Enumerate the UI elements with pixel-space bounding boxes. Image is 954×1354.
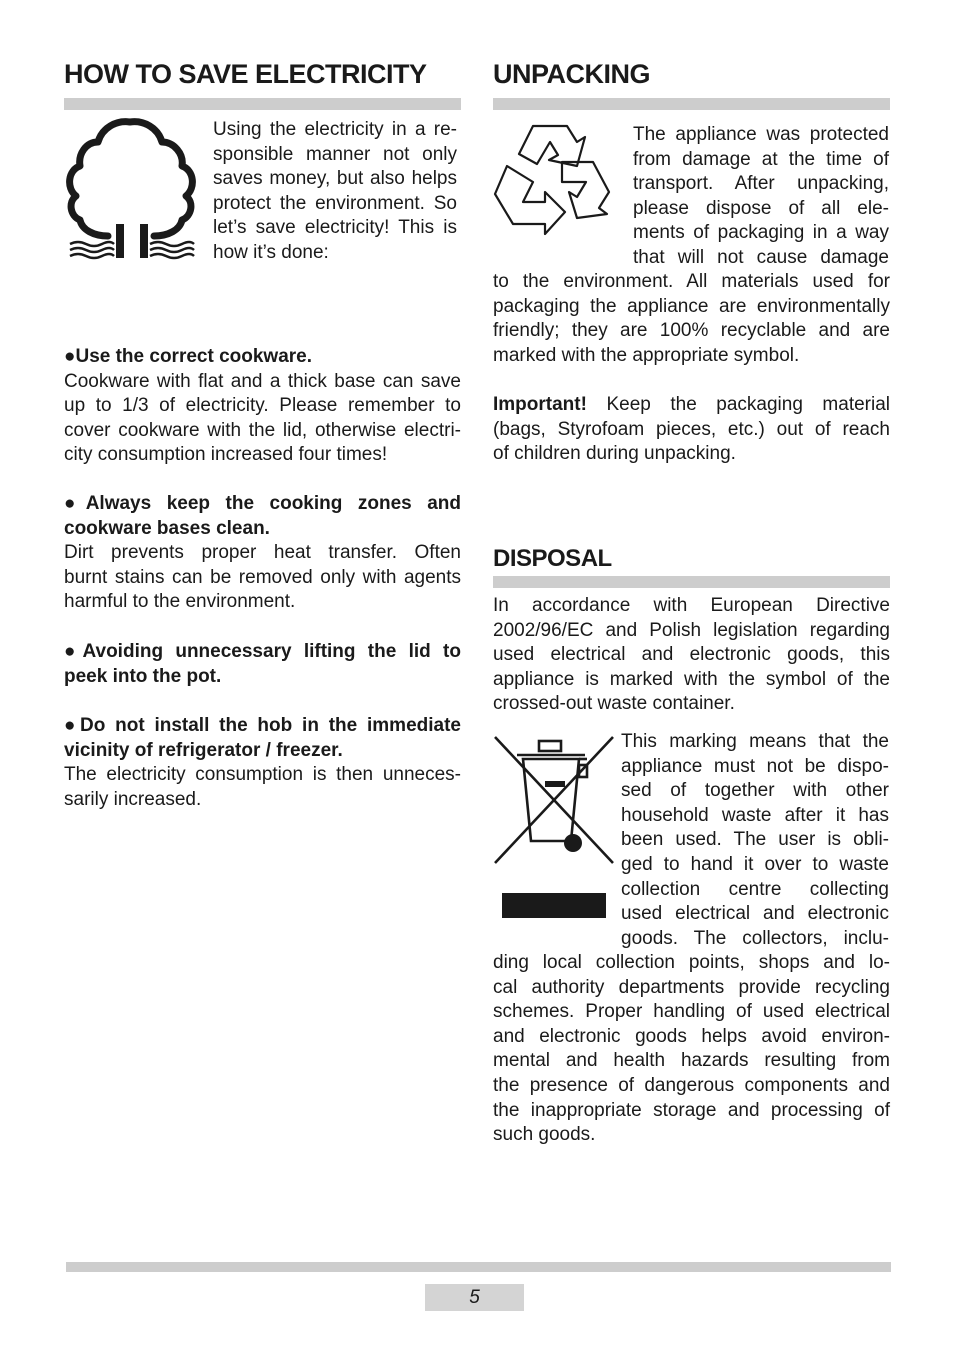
tip-heading: ●Avoiding unnecessary lifting the lid to [64,641,461,662]
tip-cookware: ●Use the correct cookware. Cookware with flat and a thick base can save up to 1/3 of electricity. Please remember to cover cookware with the lid, otherwise electri- city consumption increased four times! [64,346,461,466]
section-title-save-electricity: HOW TO SAVE ELECTRICITY [64,59,427,89]
section-rule [64,98,461,110]
tree-icon [64,116,196,262]
tip-heading: ●Use the correct cookware. [64,346,313,367]
page-number: 5 [425,1284,524,1311]
section-title-disposal: DISPOSAL [493,545,612,572]
footer-rule [66,1262,891,1272]
tip-refrigerator: ●Do not install the hob in the immediate vicinity of refrigerator / freezer. The electricity consumption is then unneces- sarily increased. [64,715,461,810]
disposal-paragraph: In accordance with European Directive 2002/96/EC and Polish legislation regarding used electrical and electronic goods, this appliance is marked with the symbol of the crossed-out waste container. [493,595,890,715]
important-note: Important! Keep the packaging material (bags, Styrofoam pieces, etc.) out of reach of children during unpacking. [493,394,891,465]
intro-paragraph: Using the electricity in a re- sponsible manner not only saves money, but also helps protect the environment. So let’s save electricity! This is how it’s done: [213,119,457,263]
tip-clean: ●Always keep the cooking zones and cookware bases clean. Dirt prevents proper heat transfer. Often burnt stains can be removed only with agents harmful to the environment. [64,493,461,613]
disposal-full-text: ding local collection points, shops and lo- cal authority departments provide recycling schemes. Proper handling of used electrical and electronic goods helps avoid environ- mental and health hazards resulting from the presence of dangerous components and the inappropriate storage and processing of such goods. [493,952,890,1146]
unpacking-wrap-text: The appliance was protected from damage at the time of transport. After unpacking, please dispose of all ele- ments of packaging in a way that will not cause damage [633,124,889,268]
section-title-unpacking: UNPACKING [493,59,650,89]
section-rule [493,576,890,588]
tip-lid: ●Avoiding unnecessary lifting the lid to peek into the pot. [64,641,461,687]
unpacking-full-text: to the environment. All materials used for packaging the appliance are environmentally friendly; they are 100% recyclable and are marked with the appropriate symbol. [493,271,890,366]
tip-heading: ●Do not install the hob in the immediate [64,715,461,736]
recycle-icon [493,120,617,244]
tip-heading: ●Always keep the cooking zones and [64,493,461,514]
section-rule [493,98,890,110]
crossed-out-bin-icon [493,733,617,921]
important-label: Important! [493,394,587,415]
disposal-wrap-text: This marking means that the appliance must not be dispo- sed of together with other household waste after it has been used. The user is obli- ged to hand it over to waste collection centre collecting used electrical and electronic goods. The collectors, inclu- [621,731,889,949]
